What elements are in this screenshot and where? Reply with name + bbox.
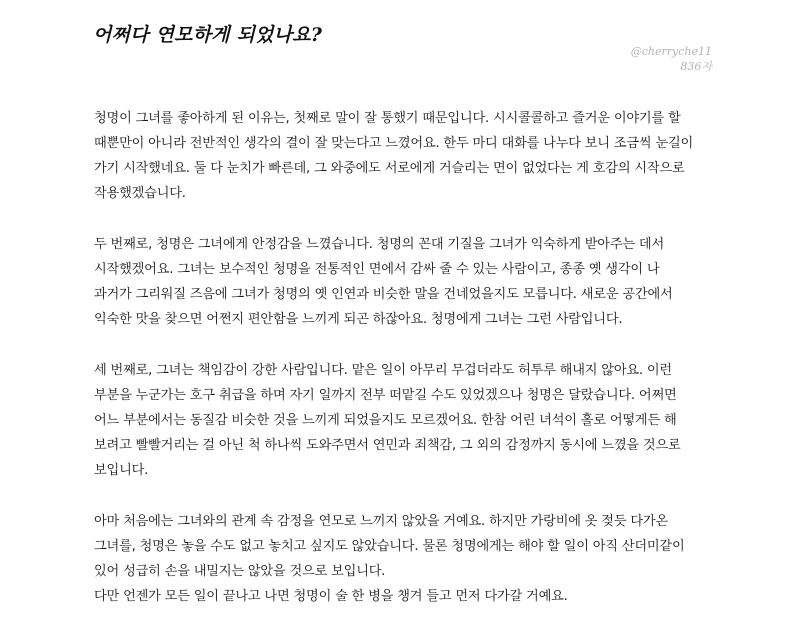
text-line: 그녀를, 청명은 놓을 수도 없고 놓치고 싶지도 않았습니다. 물론 청명에게는 해야 할 일이 아직 산더미같이 [94,539,685,554]
paragraph-3 [94,358,719,483]
paragraph-2 [94,232,719,332]
document-body [94,106,719,635]
text-line: 과거가 그리워질 즈음에 그녀가 청명의 옛 인연과 비슷한 말을 건네었을지도 모릅니다. 새로운 공간에서 [94,287,673,302]
author-handle: @cherryche11 [630,45,712,58]
document-title: 어쩌다 연모하게 되었나요? [93,24,323,46]
text-line: 익숙한 맛을 찾으면 어쩐지 편안함을 느끼게 되곤 하잖아요. 청명에게 그녀는 그런 사람입니다. [94,312,623,327]
text-line: 보려고 빨빨거리는 걸 아닌 척 하나씩 도와주면서 연민과 죄책감, 그 외의 감정까지 동시에 느꼈을 것으로 [94,438,681,453]
text-line: 때뿐만이 아니라 전반적인 생각의 결이 잘 맞는다고 느꼈어요. 한두 마디 대화를 나누다 보니 조금씩 눈길이 [94,136,694,151]
text-line: 시작했겠어요. 그녀는 보수적인 청명을 전통적인 면에서 감싸 줄 수 있는 사람이고, 종종 옛 생각이 나 [94,262,660,277]
episode-label: 836자 [680,60,712,73]
text-line: 두 번째로, 청명은 그녀에게 안정감을 느꼈습니다. 청명의 꼰대 기질을 그녀가 익숙하게 받아주는 데서 [94,237,664,252]
text-line: 세 번째로, 그녀는 책임감이 강한 사람입니다. 맡은 일이 아무리 무겁더라도 허투루 해내지 않아요. 이런 [94,363,672,378]
paragraph-4 [94,509,719,609]
text-line: 있어 성급히 손을 내밀지는 않았을 것으로 보입니다. [94,564,386,579]
text-line: 어느 부분에서는 동질감 비슷한 것을 느끼게 되었을지도 모르겠어요. 한참 어린 녀석이 홀로 어떻게든 해 [94,413,677,428]
document-meta [631,44,712,74]
text-line: 가기 시작했네요. 둘 다 눈치가 빠른데, 그 와중에도 서로에게 거슬리는 면이 없었다는 게 호감의 시작으로 [94,161,685,176]
text-line: 아마 처음에는 그녀와의 관계 속 감정을 연모로 느끼지 않았을 거예요. 하지만 가랑비에 옷 젖듯 다가온 [94,514,668,529]
paragraph-1 [94,106,719,206]
text-line: 부분을 누군가는 호구 취급을 하며 자기 일까지 전부 떠맡길 수도 있었겠으나 청명은 달랐습니다. 어쩌면 [94,388,677,403]
text-line: 다만 언젠가 모든 일이 끝나고 나면 청명이 술 한 병을 챙겨 들고 먼저 다가갈 거예요. [94,589,568,604]
text-line: 보입니다. [94,463,149,478]
text-line: 작용했겠습니다. [94,186,186,201]
text-line: 청명이 그녀를 좋아하게 된 이유는, 첫째로 말이 잘 통했기 때문입니다. 시시콜콜하고 즐거운 이야기를 할 [94,111,681,126]
